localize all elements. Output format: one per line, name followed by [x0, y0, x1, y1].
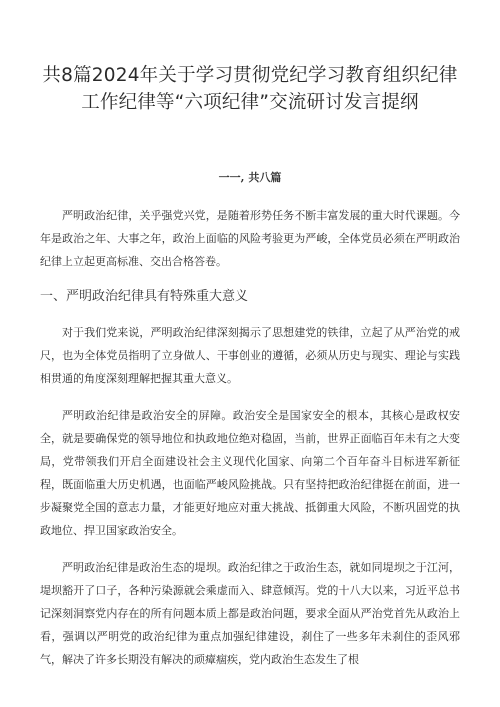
- document-title: [40, 62, 460, 116]
- body-paragraph-1: 对于我们党来说，严明政治纪律深刻揭示了思想建党的铁律，立起了从严治党的戒尺，也为全体党员指明了立身做人、干事创业的遵循，必须从历史与现实、理论与实践相贯通的角度深刻理解把握其重大意义。: [40, 326, 460, 385]
- subheading: 一、严明政治纪律具有特殊重大意义: [40, 289, 249, 304]
- intro-paragraph: 严明政治纪律，关乎强党兴党，是随着形势任务不断丰富发展的重大时代课题。今年是政治之年、大事之年，政治上面临的风险考验更为严峻，全体党员必须在严明政治纪律上立起更高标准、交出合格答卷。: [40, 209, 460, 268]
- section-heading: 一一, 共八篇: [218, 171, 282, 184]
- document-title-line-2: 工作纪律等“六项纪律”交流研讨发言提纲: [81, 92, 419, 113]
- body-paragraph-3: 严明政治纪律是政治生态的堤坝。政治纪律之于政治生态，就如同堤坝之于江河，堤坝豁开了口子，各种污染源就会乘虚而入、肆意倾泻。党的十八大以来，习近平总书记深刻洞察党内存在的所有问题本质上都是政治问题，要求全面从严治党首先从政治上看，强调以严明党的政治纪律为重点加强纪律建设，刹住了一些多年未刹住的歪风邪气，解决了许多长期没有解决的顽瘴痼疾，党内政治生态发生了根: [40, 561, 460, 666]
- body-paragraph-2: 严明政治纪律是政治安全的屏障。政治安全是国家安全的根本，其核心是政权安全，就是要确保党的领导地位和执政地位绝对稳固，当前，世界正面临百年未有之大变局，党带领我们开启全面建设社会主义现代化国家、向第二个百年奋斗目标进军新征程，既面临重大历史机遇，也面临严峻风险挑战。只有坚持把政治纪律挺在前面，进一步凝聚党全国的意志力量，才能更好地应对重大挑战、抵御重大风险，不断巩固党的执政地位、捍卫国家政治安全。: [40, 409, 460, 537]
- document-title-line-1: 共8篇2024年关于学习贯彻党纪学习教育组织纪律: [42, 65, 458, 86]
